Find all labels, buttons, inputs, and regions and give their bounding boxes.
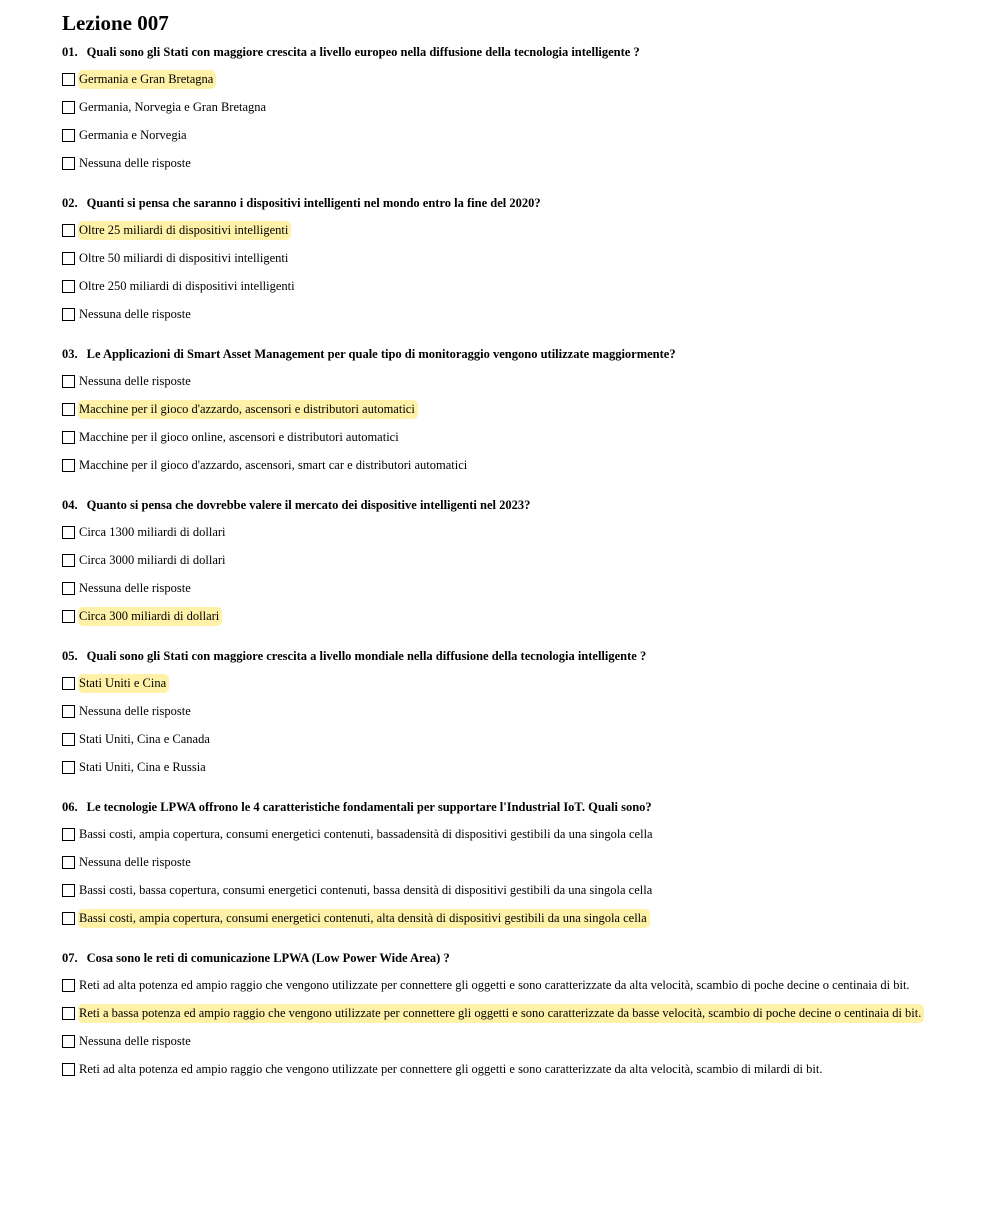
question-block (62, 195, 962, 328)
question-number: 04. (62, 498, 78, 512)
answer-option[interactable] (62, 272, 962, 300)
answer-option[interactable] (62, 876, 962, 904)
answer-label: Nessuna delle risposte (79, 1033, 191, 1048)
answer-option[interactable] (62, 820, 962, 848)
answer-checkbox[interactable] (62, 308, 75, 321)
answer-checkbox[interactable] (62, 459, 75, 472)
answer-label: Circa 3000 miliardi di dollari (79, 552, 226, 567)
question-block (62, 799, 962, 932)
answer-checkbox[interactable] (62, 280, 75, 293)
document-page (62, 10, 962, 1101)
question-label: Cosa sono le reti di comunicazione LPWA (Low Power Wide Area) ? (86, 951, 450, 965)
answer-option[interactable] (62, 669, 962, 697)
question-block (62, 44, 962, 177)
answer-checkbox[interactable] (62, 1007, 75, 1020)
answer-label-highlighted: Circa 300 miliardi di dollari (78, 607, 222, 626)
answer-label: Germania, Norvegia e Gran Bretagna (79, 99, 267, 114)
answer-checkbox[interactable] (62, 1063, 75, 1076)
answer-option[interactable] (62, 904, 962, 932)
answer-checkbox[interactable] (62, 979, 75, 992)
answer-label-highlighted: Oltre 25 miliardi di dispositivi intelligenti (78, 221, 291, 240)
question-text (62, 195, 962, 211)
answer-label-highlighted: Bassi costi, ampia copertura, consumi energetici contenuti, alta densità di dispositivi gestibili da una singola cella (78, 909, 650, 928)
answer-option[interactable] (62, 848, 962, 876)
question-text (62, 648, 962, 664)
answer-option[interactable] (62, 574, 962, 602)
answer-label-highlighted: Germania e Gran Bretagna (78, 70, 216, 89)
answer-option[interactable] (62, 725, 962, 753)
answer-option[interactable] (62, 65, 962, 93)
answer-checkbox[interactable] (62, 761, 75, 774)
answer-checkbox[interactable] (62, 856, 75, 869)
answer-option[interactable] (62, 423, 962, 451)
question-label: Quali sono gli Stati con maggiore crescita a livello mondiale nella diffusione della tecnologia intelligente ? (86, 649, 647, 663)
question-label: Quali sono gli Stati con maggiore crescita a livello europeo nella diffusione della tecnologia intelligente ? (86, 45, 640, 59)
answer-checkbox[interactable] (62, 252, 75, 265)
answer-checkbox[interactable] (62, 73, 75, 86)
answer-option[interactable] (62, 367, 962, 395)
question-number: 07. (62, 951, 78, 965)
question-number: 01. (62, 45, 78, 59)
answer-label: Nessuna delle risposte (79, 580, 191, 595)
answer-label: Nessuna delle risposte (79, 155, 191, 170)
question-label: Quanti si pensa che saranno i dispositivi intelligenti nel mondo entro la fine del 2020? (86, 196, 541, 210)
question-block (62, 346, 962, 479)
answer-checkbox[interactable] (62, 733, 75, 746)
answer-label: Oltre 250 miliardi di dispositivi intelligenti (79, 278, 295, 293)
question-number: 03. (62, 347, 78, 361)
answer-checkbox[interactable] (62, 431, 75, 444)
answer-option[interactable] (62, 697, 962, 725)
question-block (62, 497, 962, 630)
answer-label: Macchine per il gioco d'azzardo, ascensori, smart car e distributori automatici (79, 457, 468, 472)
answer-label: Nessuna delle risposte (79, 306, 191, 321)
answer-option[interactable] (62, 602, 962, 630)
question-text (62, 799, 962, 815)
question-label: Le Applicazioni di Smart Asset Management per quale tipo di monitoraggio vengono utilizzate maggiormente? (86, 347, 676, 361)
answer-checkbox[interactable] (62, 582, 75, 595)
answer-checkbox[interactable] (62, 705, 75, 718)
answer-option[interactable] (62, 971, 962, 999)
question-block (62, 950, 962, 1083)
answer-checkbox[interactable] (62, 912, 75, 925)
question-text (62, 44, 962, 60)
answer-label: Stati Uniti, Cina e Russia (79, 759, 206, 774)
answer-label-highlighted: Reti a bassa potenza ed ampio raggio che vengono utilizzate per connettere gli oggetti e sono caratterizzate da basse velocità, scambio di poche decine o centinaia di bit. (78, 1004, 924, 1023)
answer-label: Germania e Norvegia (79, 127, 187, 142)
answer-checkbox[interactable] (62, 224, 75, 237)
answer-checkbox[interactable] (62, 1035, 75, 1048)
answer-option[interactable] (62, 546, 962, 574)
question-list (62, 44, 962, 1083)
answer-label: Oltre 50 miliardi di dispositivi intelligenti (79, 250, 289, 265)
answer-option[interactable] (62, 149, 962, 177)
answer-label-highlighted: Macchine per il gioco d'azzardo, ascensori e distributori automatici (78, 400, 418, 419)
answer-label: Bassi costi, ampia copertura, consumi energetici contenuti, bassadensità di dispositivi gestibili da una singola cella (79, 826, 653, 841)
answer-label: Reti ad alta potenza ed ampio raggio che vengono utilizzate per connettere gli oggetti e sono caratterizzate da alta velocità, scambio di milardi di bit. (79, 1061, 823, 1076)
answer-option[interactable] (62, 395, 962, 423)
answer-label-highlighted: Stati Uniti e Cina (78, 674, 169, 693)
answer-option[interactable] (62, 93, 962, 121)
answer-checkbox[interactable] (62, 101, 75, 114)
answer-checkbox[interactable] (62, 129, 75, 142)
answer-option[interactable] (62, 451, 962, 479)
answer-label: Nessuna delle risposte (79, 854, 191, 869)
answer-option[interactable] (62, 121, 962, 149)
answer-label: Bassi costi, bassa copertura, consumi energetici contenuti, bassa densità di dispositivi gestibili da una singola cella (79, 882, 653, 897)
answer-option[interactable] (62, 1027, 962, 1055)
answer-checkbox[interactable] (62, 375, 75, 388)
answer-option[interactable] (62, 999, 962, 1027)
question-text (62, 497, 962, 513)
answer-option[interactable] (62, 216, 962, 244)
answer-label: Reti ad alta potenza ed ampio raggio che vengono utilizzate per connettere gli oggetti e sono caratterizzate da alta velocità, scambio di poche decine o centinaia di bit. (79, 977, 910, 992)
question-label: Quanto si pensa che dovrebbe valere il mercato dei dispositive intelligenti nel 2023? (86, 498, 531, 512)
answer-checkbox[interactable] (62, 403, 75, 416)
answer-checkbox[interactable] (62, 677, 75, 690)
answer-label: Circa 1300 miliardi di dollari (79, 524, 226, 539)
answer-checkbox[interactable] (62, 828, 75, 841)
answer-checkbox[interactable] (62, 157, 75, 170)
question-text (62, 950, 962, 966)
question-number: 05. (62, 649, 78, 663)
answer-label: Macchine per il gioco online, ascensori e distributori automatici (79, 429, 399, 444)
answer-label: Nessuna delle risposte (79, 373, 191, 388)
answer-checkbox[interactable] (62, 610, 75, 623)
answer-option[interactable] (62, 300, 962, 328)
page-title: Lezione 007 (62, 11, 169, 35)
answer-option[interactable] (62, 753, 962, 781)
question-number: 02. (62, 196, 78, 210)
answer-option[interactable] (62, 1055, 962, 1083)
answer-label: Nessuna delle risposte (79, 703, 191, 718)
answer-option[interactable] (62, 244, 962, 272)
answer-option[interactable] (62, 518, 962, 546)
answer-checkbox[interactable] (62, 884, 75, 897)
answer-checkbox[interactable] (62, 526, 75, 539)
question-number: 06. (62, 800, 78, 814)
answer-checkbox[interactable] (62, 554, 75, 567)
question-label: Le tecnologie LPWA offrono le 4 caratteristiche fondamentali per supportare l'Industrial IoT. Quali sono? (86, 800, 652, 814)
answer-label: Stati Uniti, Cina e Canada (79, 731, 210, 746)
question-text (62, 346, 962, 362)
question-block (62, 648, 962, 781)
